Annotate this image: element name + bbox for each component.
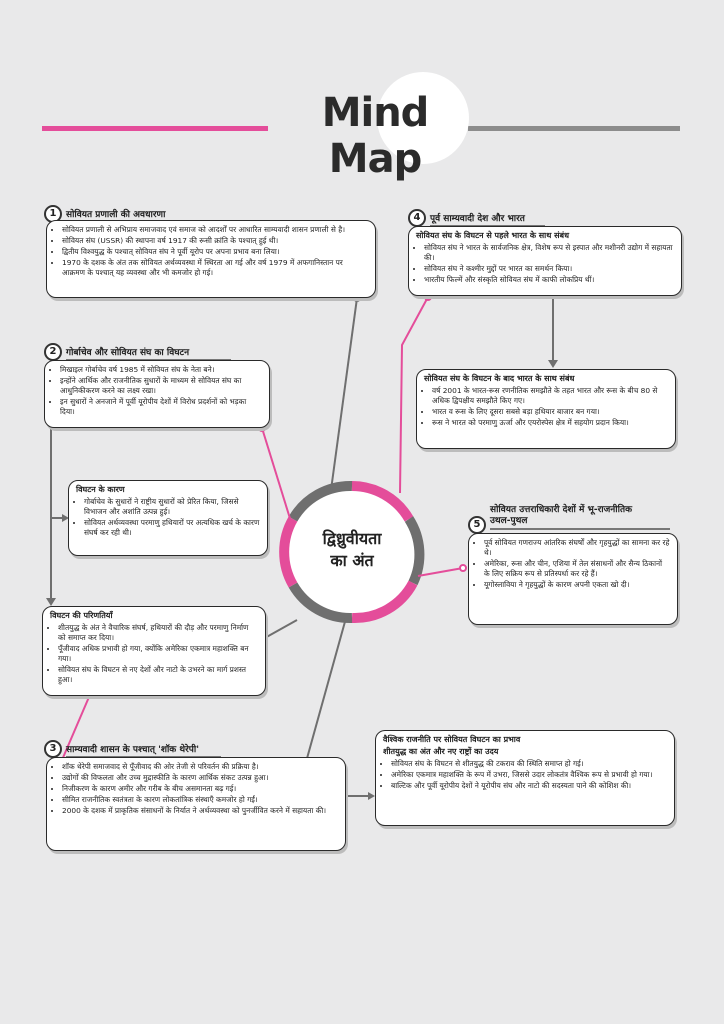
section-5-heading-line-2: उथल-पुथल xyxy=(490,516,528,526)
list-item: • गोर्बाचेव के सुधारों ने राष्ट्रीय सुधारों को प्रेरित किया, जिससे विभाजन और अशांति उत्पन्न हुई। xyxy=(84,497,260,517)
section-1-list xyxy=(54,225,368,278)
list-item: • द्वितीय विश्वयुद्ध के पश्चात् सोवियत संघ ने पूर्वी यूरोप पर अपना प्रभाव बना लिया। xyxy=(62,247,368,257)
list-item: • पूर्व सोवियत गणराज्य आंतरिक संघर्षों और गृहयुद्धों का सामना कर रहे थे। xyxy=(484,538,670,558)
global-impact-list xyxy=(383,759,667,791)
list-item: • निजीकरण के कारण अमीर और गरीब के बीच असमानता बढ़ गई। xyxy=(62,784,338,794)
page-title: Mind Map xyxy=(321,90,429,182)
section-1-number: 1 xyxy=(44,205,62,223)
section-1-box xyxy=(46,220,376,298)
section-4-heading xyxy=(430,211,545,227)
list-item: • अमेरिका, रूस और चीन, एशिया में तेल संसाधनों और सैन्य ठिकानों के लिए सक्रिय रूप से प्रतिस्पर्धा कर रहे हैं। xyxy=(484,559,670,579)
list-item: • सोवियत संघ के विघटन से नए देशों और नाटो के उभरने का मार्ग प्रशस्त हुआ। xyxy=(58,665,258,685)
consequences-title: विघटन की परिणतियाँ xyxy=(50,611,113,620)
list-item: • अमेरिका एकमात्र महाशक्ति के रूप में उभरा, जिससे उदार लोकतंत्र वैश्विक रूप से प्रभावी हो गया। xyxy=(391,770,667,780)
list-item: • यूगोस्लाविया ने गृहयुद्धों के कारण अपनी एकता खो दी। xyxy=(484,580,670,590)
section-5-list xyxy=(476,538,670,590)
list-item: • रूस ने भारत को परमाणु ऊर्जा और एयरोस्पेस क्षेत्र में सहयोग प्रदान किया। xyxy=(432,418,668,428)
center-node xyxy=(302,528,402,572)
section-2-number: 2 xyxy=(44,343,62,361)
list-item: • पूँजीवाद अधिक प्रभावी हो गया, क्योंकि अमेरिका एकमात्र महाशक्ति बन गया। xyxy=(58,644,258,664)
causes-title: विघटन के कारण xyxy=(76,485,125,494)
consequences-box xyxy=(42,606,266,696)
causes-box xyxy=(68,480,268,556)
section-3-heading-text: साम्यवादी शासन के पश्चात् 'शॉक थेरेपी' xyxy=(66,745,199,755)
list-item: • सोवियत संघ के विघटन से शीतयुद्ध की टकराव की स्थिति समाप्त हो गई। xyxy=(391,759,667,769)
list-item: • भारत व रूस के लिए दूसरा सबसे बड़ा हथियार बाजार बन गया। xyxy=(432,407,668,417)
section-4-before-title: सोवियत संघ के विघटन से पहले भारत के साथ संबंध xyxy=(416,231,570,240)
section-4-after-box xyxy=(416,369,676,449)
section-4-after-list xyxy=(424,386,668,428)
connector-dot xyxy=(459,564,467,572)
consequences-list xyxy=(50,623,258,685)
list-item: • सोवियत संघ ने कश्मीर मुद्दों पर भारत का समर्थन किया। xyxy=(424,264,674,274)
section-3-box xyxy=(46,757,346,851)
section-5-heading xyxy=(490,505,670,530)
section-4-before-box xyxy=(408,226,682,296)
causes-list xyxy=(76,497,260,538)
list-item: • शॉक थेरेपी समाजवाद से पूँजीवाद की ओर तेजी से परिवर्तन की प्रक्रिया है। xyxy=(62,762,338,772)
global-impact-title-2: शीतयुद्ध का अंत और नए राष्ट्रों का उदय xyxy=(383,747,499,756)
section-3-heading xyxy=(66,742,221,758)
list-item: • उद्योगों की विफलता और उच्च मुद्रास्फीति के कारण आर्थिक संकट उत्पन्न हुआ। xyxy=(62,773,338,783)
list-item: • इन सुधारों ने अनजाने में पूर्वी यूरोपीय देशों में विरोध प्रदर्शनों को भड़का दिया। xyxy=(60,397,262,417)
section-2-heading xyxy=(66,345,231,361)
list-item: • सोवियत संघ (USSR) की स्थापना वर्ष 1917 की रूसी क्रांति के पश्चात् हुई थी। xyxy=(62,236,368,246)
global-impact-title-1: वैश्विक राजनीति पर सोवियत विघटन का प्रभाव xyxy=(383,735,521,744)
section-4-before-list xyxy=(416,243,674,285)
list-item: • मिखाइल गोर्बाचेव वर्ष 1985 में सोवियत संघ के नेता बने। xyxy=(60,365,262,375)
section-3-list xyxy=(54,762,338,816)
global-impact-box xyxy=(375,730,675,826)
list-item: • सीमित राजनीतिक स्वतंत्रता के कारण लोकतांत्रिक संस्थाएँ कमजोर हो गईं। xyxy=(62,795,338,805)
list-item: • सोवियत प्रणाली से अभिप्राय समाजवाद एवं समाज को आदर्शों पर आधारित साम्यवादी शासन प्रणाली से है। xyxy=(62,225,368,235)
section-5-heading-line-1: सोवियत उत्तराधिकारी देशों में भू-राजनीतिक xyxy=(490,505,632,515)
list-item: • वर्ष 2001 के भारत-रूस रणनीतिक समझौते के तहत भारत और रूस के बीच 80 से अधिक द्विपक्षीय समझौते किए गए। xyxy=(432,386,668,406)
section-4-after-title: सोवियत संघ के विघटन के बाद भारत के साथ संबंध xyxy=(424,374,575,383)
section-5-number: 5 xyxy=(468,516,486,534)
section-3-number: 3 xyxy=(44,740,62,758)
section-2-list xyxy=(52,365,262,417)
section-4-heading-text: पूर्व साम्यवादी देश और भारत xyxy=(430,214,525,224)
list-item: • बाल्टिक और पूर्वी यूरोपीय देशों ने यूरोपीय संघ और नाटो की सदस्यता पाने की कोशिश की। xyxy=(391,781,667,791)
section-2-box xyxy=(44,360,270,428)
list-item: • सोवियत अर्थव्यवस्था परमाणु हथियारों पर अत्यधिक खर्च के कारण संघर्ष कर रही थी। xyxy=(84,518,260,538)
section-5-box xyxy=(468,533,678,625)
list-item: • भारतीय फिल्में और संस्कृति सोवियत संघ में काफी लोकप्रिय थीं। xyxy=(424,275,674,285)
center-line-2: का अंत xyxy=(330,551,374,570)
list-item: • इन्होंने आर्थिक और राजनीतिक सुधारों के माध्यम से सोवियत संघ का आधुनिकीकरण करने का लक्ष्य रखा। xyxy=(60,376,262,396)
list-item: • 2000 के दशक में प्राकृतिक संसाधनों के निर्यात ने अर्थव्यवस्था को पुनर्जीवित करने में सहायता की। xyxy=(62,806,338,816)
list-item: • सोवियत संघ ने भारत के सार्वजनिक क्षेत्र, विशेष रूप से इस्पात और मशीनरी उद्योग में सहायता की। xyxy=(424,243,674,263)
section-2-heading-text: गोर्बाचेव और सोवियत संघ का विघटन xyxy=(66,348,190,358)
list-item: • 1970 के दशक के अंत तक सोवियत अर्थव्यवस्था में स्थिरता आ गई और वर्ष 1979 में अफगानिस्तान पर आक्रमण के पश्चात् यह व्यवस्था और भी कमजोर हो गई। xyxy=(62,258,368,278)
section-4-number: 4 xyxy=(408,209,426,227)
center-line-1: द्विध्रुवीयता xyxy=(322,529,382,548)
section-1-heading-text: सोवियत प्रणाली की अवधारणा xyxy=(66,210,166,220)
heading-underline xyxy=(490,528,670,530)
list-item: • शीतयुद्ध के अंत ने वैचारिक संघर्ष, हथियारों की दौड़ और परमाणु निर्माण को समाप्त कर दिया। xyxy=(58,623,258,643)
